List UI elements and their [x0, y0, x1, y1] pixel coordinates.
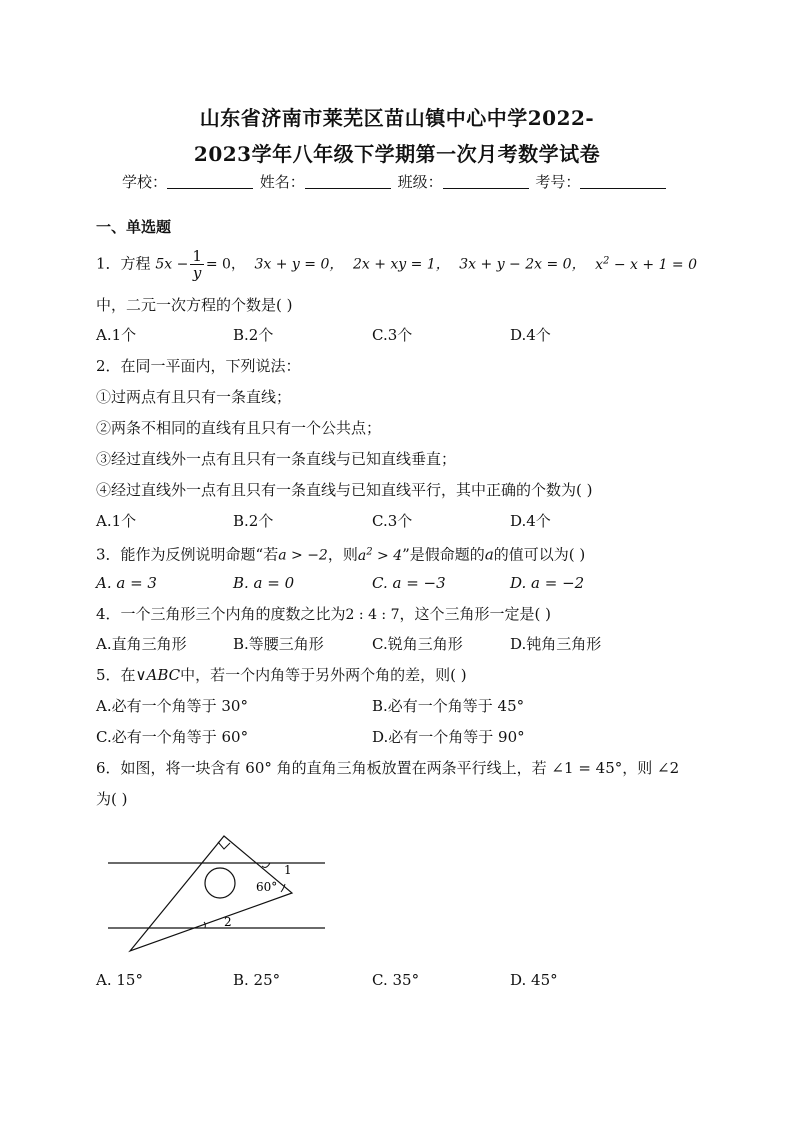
label-angle-1: 1: [284, 863, 292, 877]
q1-eq-e-rest: − x + 1 = 0: [609, 256, 698, 273]
q6-option-c[interactable]: C. 35°: [372, 971, 420, 989]
q4-option-c[interactable]: C.锐角三角形: [372, 635, 463, 653]
q2-stem: 2．在同一平面内，下列说法：: [96, 357, 301, 375]
q4-option-d[interactable]: D.钝角三角形: [510, 635, 602, 653]
q1-eq-a-pre: 5x −: [155, 256, 189, 273]
q2-item-1: ①过两点有且只有一条直线；: [96, 388, 292, 406]
q5-triangle: ∨ABC: [135, 666, 181, 684]
q4-stem-b: ，这个三角形一定是( ): [399, 605, 551, 623]
label-60-degree: 60°: [256, 880, 278, 894]
field-name-blank[interactable]: [305, 174, 391, 189]
field-school-blank[interactable]: [167, 174, 253, 189]
q3-conclusion: [358, 548, 402, 564]
q6-option-b[interactable]: B. 25°: [233, 971, 281, 989]
q6-stem-line2: 为( ): [96, 790, 128, 808]
q2-option-c[interactable]: C.3个: [372, 512, 413, 530]
q3-stem-a: 3．能作为反例说明命题“若: [96, 545, 279, 564]
field-school-label: 学校：: [122, 173, 168, 191]
q3-concl-base: a: [357, 547, 367, 564]
q4-stem-a: 4．一个三角形三个内角的度数之比为: [96, 605, 346, 623]
q3-option-c[interactable]: C. a = −3: [372, 574, 446, 592]
q1-eq-c: 2x + xy = 1，: [352, 256, 450, 273]
q4-option-b[interactable]: B.等腰三角形: [233, 635, 324, 653]
q1-stem-line2: 中，二元一次方程的个数是( ): [96, 296, 293, 314]
q6-stem-line1: 6．如图，将一块含有 60° 角的直角三角板放置在两条平行线上，若 ∠1 = 45°，则 ∠2: [96, 759, 680, 777]
q1-number: 1．方程: [96, 254, 151, 273]
q3-stem-b: ，则: [327, 545, 358, 564]
field-examno-blank[interactable]: [580, 174, 666, 189]
q1-fraction: [190, 248, 204, 281]
q3-concl-rest: > 4: [372, 547, 403, 564]
field-examno-label: 考号：: [535, 173, 581, 191]
field-class-blank[interactable]: [443, 174, 529, 189]
q1-option-c[interactable]: C.3个: [372, 326, 413, 344]
q5-stem-b: 中，若一个内角等于另外两个角的差，则( ): [180, 666, 467, 684]
q4-option-a[interactable]: A.直角三角形: [96, 635, 187, 653]
q5-option-c[interactable]: C.必有一个角等于 60°: [96, 728, 249, 746]
q6-figure: [100, 830, 330, 960]
q3-option-a[interactable]: A. a = 3: [96, 574, 157, 592]
label-angle-2: 2: [224, 915, 232, 929]
q1-frac-den: y: [192, 264, 202, 282]
q5-stem-a: 5．在: [96, 666, 136, 684]
q5-option-d[interactable]: D.必有一个角等于 90°: [372, 728, 525, 746]
field-class-label: 班级：: [397, 173, 443, 191]
q3-stem-c: ”是假命题的: [402, 545, 485, 564]
q1-eq-e-base: x: [595, 256, 604, 273]
q3-option-d[interactable]: D. a = −2: [510, 574, 585, 592]
field-name-label: 姓名：: [259, 173, 305, 191]
q2-option-d[interactable]: D.4个: [510, 512, 551, 530]
q1-option-b[interactable]: B.2个: [233, 326, 274, 344]
q1-eq-d: 3x + y − 2x = 0，: [459, 256, 586, 273]
q5-option-a[interactable]: A.必有一个角等于 30°: [96, 697, 248, 715]
q2-item-4: ④经过直线外一点有且只有一条直线与已知直线平行，其中正确的个数为( ): [96, 481, 593, 499]
q2-item-3: ③经过直线外一点有且只有一条直线与已知直线垂直；: [96, 450, 457, 468]
student-info-row: [122, 171, 668, 192]
q1-eq-e-sup: 2: [603, 254, 610, 266]
q1-frac-num: 1: [192, 247, 202, 265]
q1-eq-b: 3x + y = 0，: [254, 256, 344, 273]
q3-stem: [96, 542, 585, 566]
q4-stem: [96, 604, 551, 625]
q3-concl-sup: 2: [366, 546, 373, 557]
q3-stem-d: 的值可以为( ): [493, 545, 586, 564]
q5-option-b[interactable]: B.必有一个角等于 45°: [372, 697, 525, 715]
q4-ratio: 2 : 4 : 7: [345, 607, 400, 623]
right-angle-mark: [218, 842, 230, 849]
q1-eq-e: [595, 254, 698, 273]
q1-option-d[interactable]: D.4个: [510, 326, 551, 344]
q2-item-2: ②两条不相同的直线有且只有一个公共点；: [96, 419, 382, 437]
q6-option-a[interactable]: A. 15°: [96, 971, 143, 989]
set-square-hole: [205, 868, 235, 898]
q5-stem: [96, 665, 467, 685]
section-title: 一、单选题: [96, 218, 172, 236]
q3-var: a: [484, 545, 494, 564]
q6-option-d[interactable]: D. 45°: [510, 971, 558, 989]
q1-stem-line1: [96, 248, 697, 281]
q2-option-b[interactable]: B.2个: [233, 512, 274, 530]
q1-option-a[interactable]: A.1个: [96, 326, 137, 344]
q3-condition: a > −2: [278, 547, 328, 564]
exam-title-line1: 山东省济南市莱芜区苗山镇中心中学2022-: [199, 106, 595, 130]
q3-option-b[interactable]: B. a = 0: [233, 574, 295, 592]
q2-option-a[interactable]: A.1个: [96, 512, 137, 530]
exam-title-line2: 2023学年八年级下学期第一次月考数学试卷: [193, 142, 601, 166]
angle-1-arc: [262, 863, 270, 867]
q1-eq-a-post: = 0，: [205, 256, 245, 273]
